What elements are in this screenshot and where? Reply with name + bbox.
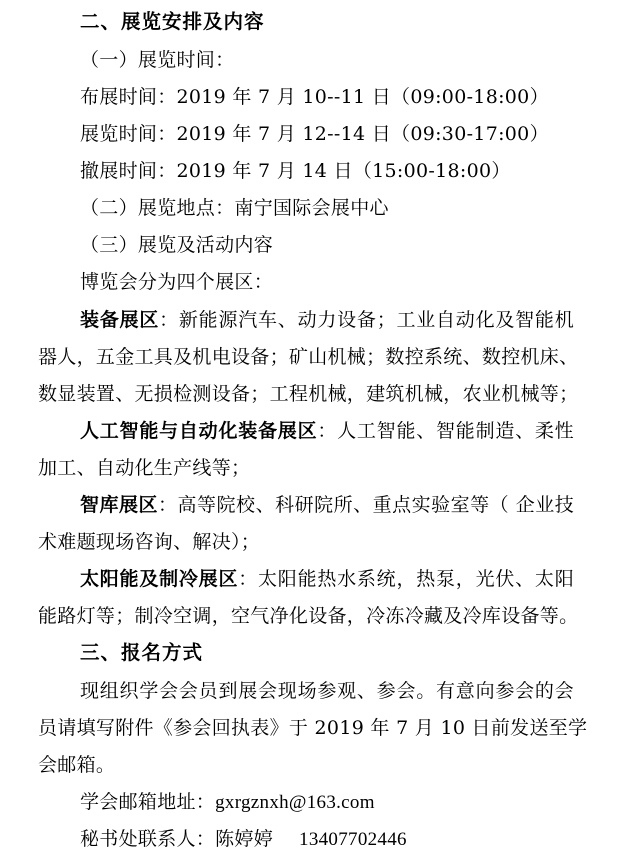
zone-ai-text-1: ：人工智能、智能制造、柔性 <box>317 420 574 442</box>
contact-label: 秘书处联系人：陈婷婷 <box>80 828 274 850</box>
zone-thinktank-line-2: 术难题现场咨询、解决）； <box>38 531 261 553</box>
zone-solar-text-1: ：太阳能热水系统，热泵，光伏、太阳 <box>238 568 574 590</box>
email-label: 学会邮箱地址： <box>80 791 216 813</box>
zone-ai-name: 人工智能与自动化装备展区 <box>80 420 318 442</box>
zone-thinktank-text-1: ：高等院校、科研院所、重点实验室等（ 企业技 <box>158 494 575 516</box>
registration-para-line-3: 会邮箱。 <box>38 754 116 776</box>
zone-equipment-text-1: ：新能源汽车、动力设备；工业自动化及智能机 <box>159 309 574 331</box>
setup-time: 布展时间：2019 年 7 月 10--11 日（09:00-18:00） <box>80 86 549 108</box>
exhibition-time-label: （一）展览时间： <box>80 49 235 71</box>
registration-para-line-2: 员请填写附件《参会回执表》于 2019 年 7 月 10 日前发送至学 <box>38 717 588 739</box>
section-3-heading: 三、报名方式 <box>80 641 204 664</box>
zone-equipment-line-3: 数显装置、无损检测设备；工程机械，建筑机械，农业机械等； <box>38 383 579 405</box>
email-address: gxrgznxh@163.com <box>215 792 375 813</box>
contact-line <box>80 827 407 852</box>
registration-para-line-1: 现组织学会会员到展会现场参观、参会。有意向参会的会 <box>80 680 574 702</box>
contact-phone: 13407702446 <box>299 829 407 850</box>
zones-intro: 博览会分为四个展区： <box>80 271 274 293</box>
teardown-time: 撤展时间：2019 年 7 月 14 日（15:00-18:00） <box>80 160 511 182</box>
exhibition-content-label: （三）展览及活动内容 <box>80 234 274 256</box>
zone-solar-name: 太阳能及制冷展区 <box>80 568 239 590</box>
zone-ai-line-1 <box>80 419 574 443</box>
email-line <box>80 790 375 815</box>
zone-solar-line-1 <box>80 567 574 591</box>
section-2-heading: 二、展览安排及内容 <box>80 10 265 33</box>
zone-thinktank-line-1 <box>80 493 574 517</box>
zone-ai-line-2: 加工、自动化生产线等； <box>38 457 251 479</box>
exhibition-time: 展览时间：2019 年 7 月 12--14 日（09:30-17:00） <box>80 123 549 145</box>
exhibition-venue: （二）展览地点：南宁国际会展中心 <box>80 197 389 219</box>
zone-solar-line-2: 能路灯等；制冷空调，空气净化设备，冷冻冷藏及冷库设备等。 <box>38 605 579 627</box>
zone-equipment-line-1 <box>80 308 574 332</box>
zone-equipment-line-2: 器人，五金工具及机电设备；矿山机械；数控系统、数控机床、 <box>38 346 579 368</box>
zone-thinktank-name: 智库展区 <box>80 494 159 516</box>
zone-equipment-name: 装备展区 <box>80 309 160 331</box>
